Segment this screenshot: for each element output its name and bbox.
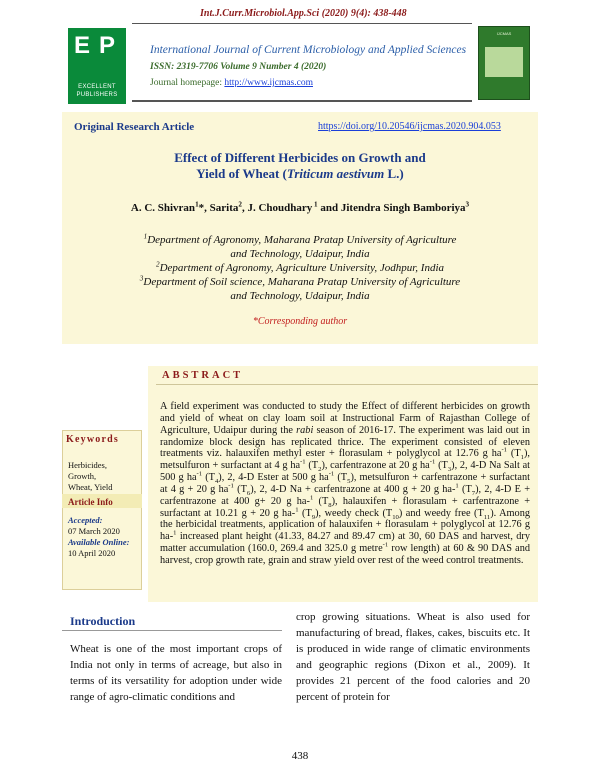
keywords-heading: Keywords [66,434,119,445]
author-sup: 1 [312,200,318,209]
doi-link[interactable]: https://doi.org/10.20546/ijcmas.2020.904.053 [318,121,501,132]
homepage-link[interactable]: http://www.ijcmas.com [224,78,313,88]
affiliation-3-cont: and Technology, Udaipur, India [230,290,370,302]
keywords-box [62,430,142,590]
author-name: J. Choudhary [247,202,313,214]
accepted-date: 07 March 2020 [68,526,120,536]
journal-cover-image [478,26,530,100]
journal-issue: ISSN: 2319-7706 Volume 9 Number 4 (2020) [150,62,327,72]
body-column-right: crop growing situations. Wheat is also used for manufacturing of bread, flakes, cakes, biscuits etc. It is produced in wide range of climatic environments and geographic regions (Dixon et al., 2009). It provides 21 percent of the food calories and 20 percent of protein for [296,611,530,703]
affiliation-2 [62,262,538,274]
corresponding-author-note: *Corresponding author [252,316,348,327]
affiliation-1 [62,234,538,246]
section-divider [62,630,282,631]
article-title-line-2 [62,166,538,182]
title-part: L.) [384,166,404,181]
keywords-list [68,460,113,493]
cover-title: IJCMAS [496,31,512,36]
author-sep: *, [198,202,210,214]
affiliation-text: Department of Agronomy, Maharana Pratap University of Agriculture [147,234,457,246]
author-sep: , [241,202,248,214]
author-list [62,202,538,214]
header-divider-bottom [132,100,472,102]
author-sup: 2 [238,200,242,209]
journal-title: International Journal of Current Microbiology and Applied Sciences [150,44,467,56]
affiliation-num: 2 [155,260,160,269]
author-name: Jitendra Singh Bamboriya [340,202,466,214]
citation-line: Int.J.Curr.Microbiol.App.Sci (2020) 9(4): 438-448 [200,8,407,19]
available-date: 10 April 2020 [68,548,116,558]
logo-letter-p: P [99,32,116,59]
logo-line-2: PUBLISHERS [76,92,118,98]
article-title-line-1: Effect of Different Herbicides on Growth and [174,150,426,165]
author-sup: 3 [465,200,470,209]
article-type: Original Research Article [74,121,195,133]
available-label: Available Online: [68,537,130,547]
author-sup: 1 [195,200,199,209]
abstract-heading: ABSTRACT [162,370,244,381]
affiliation-text: Department of Soil science, Maharana Pratap University of Agriculture [143,276,461,288]
abstract-text: A field experiment was conducted to study the Effect of different herbicides on growth and yield of wheat on clay loam soil at Instructional Farm of Rajasthan College of Agriculture, Udaipur during the rabi season of 2016-17. The experiment was laid out in randomize block design has replicated thrice. The experiment consisted of eleven treatments viz. halauxifen methyl ester + florasulam + polyglycol at 12.76 g $ha^{-1}$ $(T_1)$, metsulfuron + surfactant at 4 g $ha^{-1}$ $(T_2)$, carfentrazone at 20 g $ha^{-1}$ $(T_3)$, 2, 4-D Na Salt at 500 g $ha^{-1}$ $(T_4)$, 2, 4-D Ester at 500 g $ha^{-1}$ $(T_5)$, metsulfuron + carfentrazone + surfactant at 4 g + 20 g $ha^{-1}$ $(T_6)$, 2, 4-D Na + carfentrazone at 400 g + 20 g ha-$^1$ $(T_7)$, 2, 4-D E + carfentrazone at 400 g+ 20 g ha-$^1$ $(T_8)$, halauxifen + florasulam + carfentrazone + surfactant at 10.21 g + 20 g ha-$^1$ $(T_9)$, weedy check $(T_{10})$ and weedy free $(T_{11})$. Among the herbicidal treatments, application of halauxifen + florasulam + polyglycol at 12.76 g ha-$^1$ increased plant height (41.33, 84.27 and 89.47 cm) at 30, 60 DAS and harvest, dry matter accumulation (160.0, 269.4 and 325.0 g metre$^{-1}$ row length) at 60 & 90 DAS and harvest, crop growth rate, grain and straw yield over rest of the weed control treatments. [160,401,531,566]
affiliation-3 [62,276,538,288]
author-name: A. C. Shivran [130,202,196,214]
publisher-logo [68,28,126,104]
cover-picture [485,47,523,77]
affiliation-num: 3 [139,274,144,283]
header-divider-top [132,23,472,24]
article-dates [68,515,129,559]
section-heading-introduction: Introduction [70,614,136,628]
accepted-label: Accepted: [68,515,103,525]
author-sep: and [317,202,341,214]
logo-letter-e: E [74,32,91,59]
author-name: Sarita [209,202,239,214]
journal-homepage [150,78,313,88]
keyword: Herbicides, [68,460,107,470]
title-species: Triticum aestivum [286,166,385,181]
keyword: Growth, [68,471,97,481]
abstract-divider [156,384,538,385]
affiliation-text: Department of Agronomy, Agriculture University, Jodhpur, India [159,262,445,274]
body-column-left: Wheat is one of the most important crops of India not only in terms of acreage, but also in terms of its versatility for adoption under wide range of agro-climatic conditions and [70,643,282,703]
homepage-label: Journal homepage: [150,78,225,88]
title-part: Yield of Wheat ( [196,166,287,181]
keyword: Wheat, Yield [68,482,113,492]
affiliation-num: 1 [143,232,148,241]
article-header-box [62,112,538,344]
logo-line-1: EXCELLENT [78,84,116,90]
affiliation-1-cont: and Technology, Udaipur, India [230,248,370,260]
page-number: 438 [291,750,309,762]
article-info-heading: Article Info [68,497,113,507]
